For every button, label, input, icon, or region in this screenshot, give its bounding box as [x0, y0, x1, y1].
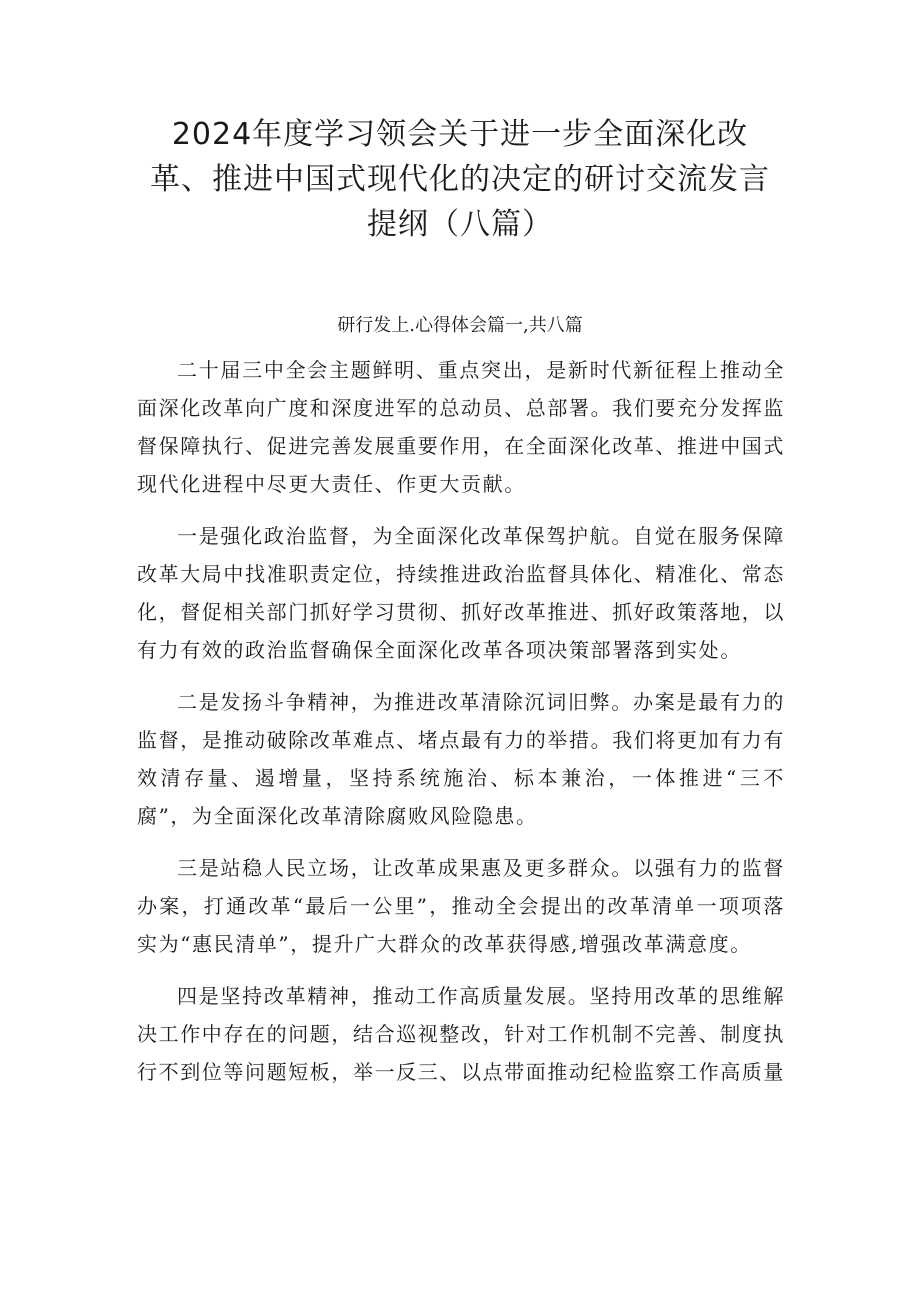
paragraph-point-one: 一是强化政治监督，为全面深化改革保驾护航。自觉在服务保障改革大局中找准职责定位，持续推进政治监督具体化、精准化、常态化，督促相关部门抓好学习贯彻、抓好改革推进、抓好政策落地，以有力有效的政治监督确保全面深化改革各项决策部署落到实处。 [137, 524, 785, 662]
paragraph-point-three: 三是站稳人民立场，让改革成果惠及更多群众。以强有力的监督办案，打通改革“最后一公里”，推动全会提出的改革清单一项项落实为“惠民清单”，提升广大群众的改革获得感,增强改革满意度。 [137, 856, 785, 956]
document-title: 2024年度学习领会关于进一步全面深化改革、推进中国式现代化的决定的研讨交流发言提纲（八篇） [150, 117, 770, 242]
paragraph-point-two: 二是发扬斗争精神，为推进改革清除沉词旧弊。办案是最有力的监督，是推动破除改革难点、堵点最有力的举措。我们将更加有力有效清存量、遏增量，坚持系统施治、标本兼治，一体推进“三不腐”，为全面深化改革清除腐败风险隐患。 [137, 690, 785, 828]
paragraph-intro: 二十届三中全会主题鲜明、重点突出，是新时代新征程上推动全面深化改革向广度和深度进军的总动员、总部署。我们要充分发挥监督保障执行、促进完善发展重要作用，在全面深化改革、推进中国式现代化进程中尽更大责任、作更大贡献。 [137, 358, 785, 496]
document-body [137, 351, 785, 1105]
paragraph-point-four: 四是坚持改革精神，推动工作高质量发展。坚持用改革的思维解决工作中存在的问题，结合巡视整改，针对工作机制不完善、制度执行不到位等问题短板，举一反三、以点带面推动纪检监察工作高质量 [137, 984, 785, 1084]
document-subtitle: 研行发上.心得体会篇一,共八篇 [337, 315, 583, 336]
